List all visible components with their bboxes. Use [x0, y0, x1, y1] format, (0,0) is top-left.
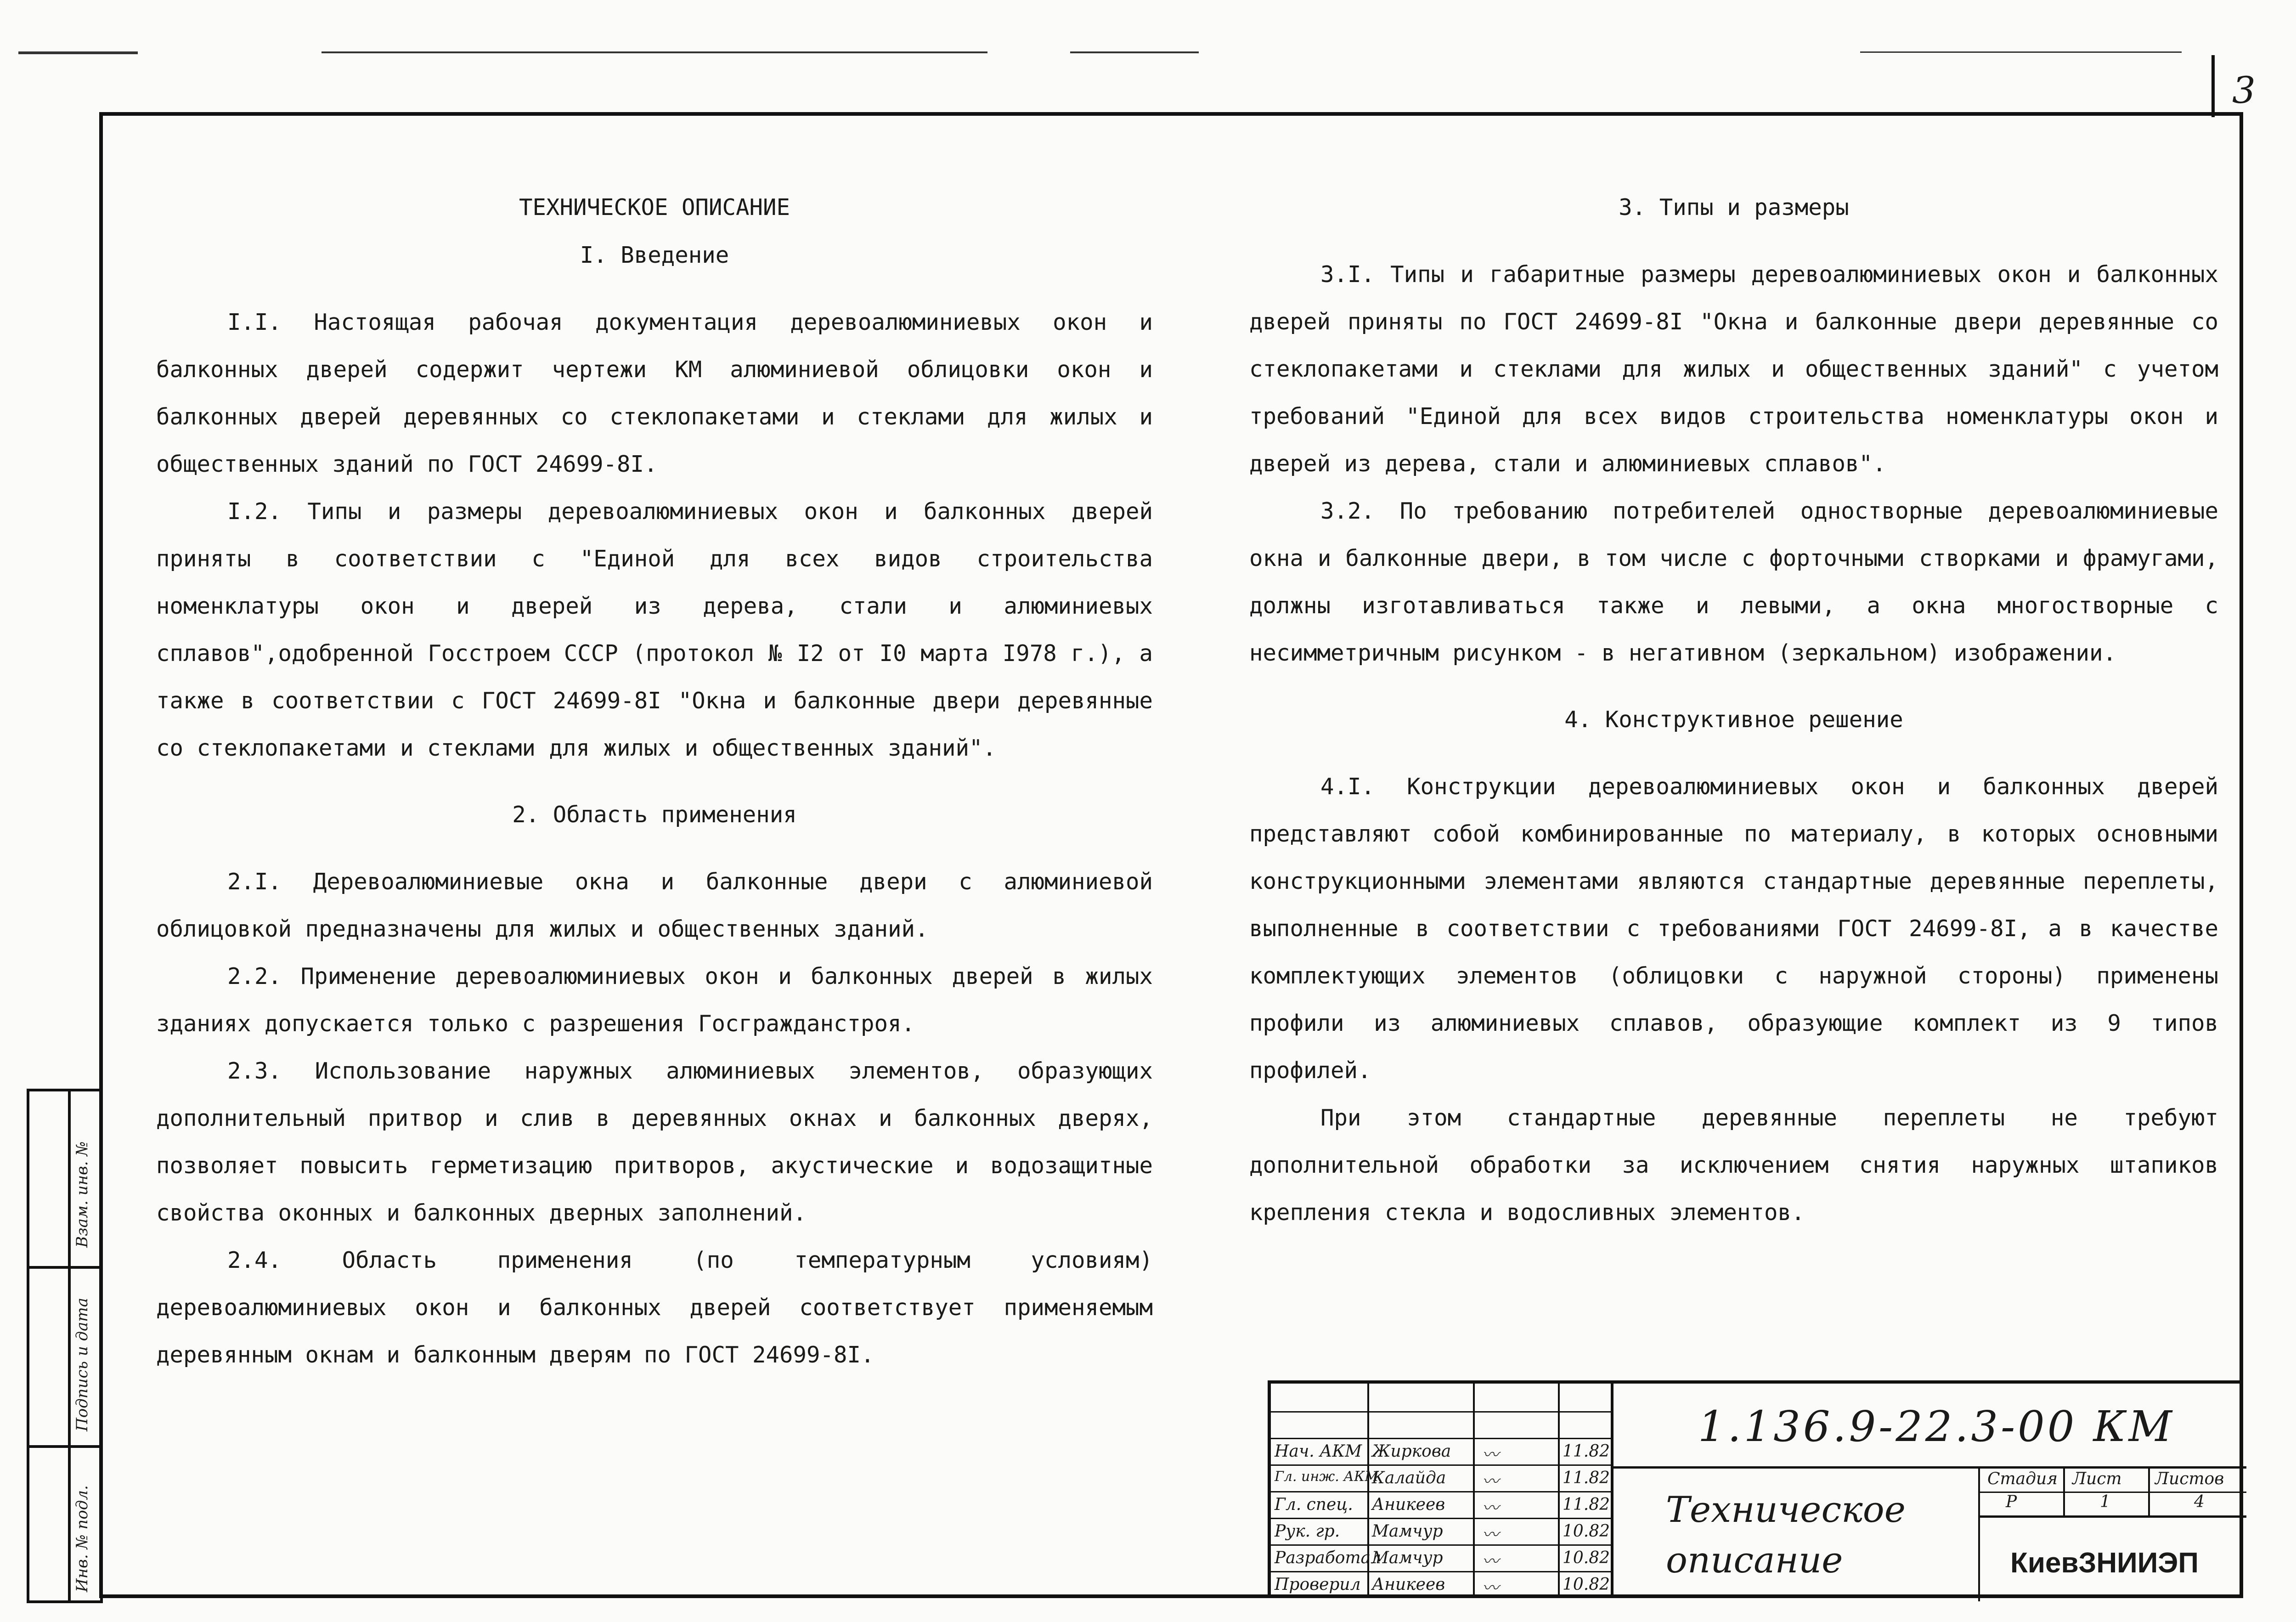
document-code: 1.136.9-22.3-00 КМ: [1698, 1402, 2175, 1451]
signature: 〰: [1482, 1526, 1499, 1544]
title-block-row: Гл. инж. АКМ Калайда 〰 11.82: [1271, 1464, 1611, 1492]
section-1-title: I. Введение: [580, 242, 729, 268]
sheet-label: Лист: [2072, 1469, 2122, 1488]
margin-stamp: [27, 1089, 103, 1603]
signature: 〰: [1482, 1499, 1499, 1518]
stamp-inv-podl: Инв. № подл.: [73, 1485, 91, 1592]
page-number-mark: [2211, 55, 2215, 117]
section-2-title: 2. Область применения: [512, 802, 797, 828]
paragraph-4-1: 4.I. Конструкции деревоалюминиевых окон и балконных дверей представляют собой комбинированные по материалу, в которых основными конструкционными элементами являются стандартные деревянные переплеты, выполненные в соответствии с требованиями ГОСТ 24699-8I, а в качестве комплектующих элементов (облицовки с наружной стороны) применены профили из алюминиевых сплавов, образующие комплект из 9 типов профилей.: [1249, 774, 2218, 1084]
sheets-label: Листов: [2155, 1469, 2224, 1488]
stage-table: [1978, 1469, 2246, 1517]
title-block-row: Разработал Мамчур 〰 10.82: [1271, 1544, 1611, 1572]
paragraph-3-2: 3.2. По требованию потребителей одностворные деревоалюминиевые окна и балконные двери, в том числе с форточными створками и фрамугами, должны изготавливаться также и левыми, а окна многостворные с несимметричным рисунком - в негативном (зеркальном) изображении.: [1249, 498, 2218, 666]
top-border-line: [1860, 51, 2182, 53]
section-3-title: 3. Типы и размеры: [1619, 194, 1849, 220]
section-4-title: 4. Конструктивное решение: [1564, 706, 1903, 733]
paragraph-3-1: 3.I. Типы и габаритные размеры деревоалюминиевых окон и балконных дверей приняты по ГОСТ 24699-8I "Окна и балконные двери деревянные со стеклопакетами и стеклами для жилых и общественных зданий" с учетом требований "Единой для всех видов строительства номенклатуры окон и дверей из дерева, стали и алюминиевых сплавов".: [1249, 261, 2218, 477]
top-border-line: [322, 51, 987, 53]
title-block: [1268, 1380, 2243, 1598]
stage-value: Р: [2006, 1492, 2017, 1511]
sheets-value: 4: [2194, 1492, 2205, 1511]
stamp-vzam-inv: Взам. инв. №: [73, 1141, 91, 1248]
paragraph-2-3: 2.3. Использование наружных алюминиевых элементов, образующих дополнительный притвор и слив в деревянных окнах и балконных дверях, позволяет повысить герметизацию притворов, акустические и водозащитные свойства оконных и балконных дверных заполнений.: [156, 1058, 1153, 1226]
sheet-value: 1: [2100, 1492, 2110, 1511]
sheet-title: Техническое описание: [1666, 1489, 1906, 1581]
signature: 〰: [1482, 1579, 1499, 1598]
title-block-row: Нач. АКМ Жиркова 〰 11.82: [1271, 1438, 1611, 1466]
title-block-row: Гл. спец. Аникеев 〰 11.82: [1271, 1491, 1611, 1519]
organization-name: КиевЗНИИЭП: [2010, 1547, 2199, 1579]
signature: 〰: [1482, 1446, 1499, 1464]
paragraph-1-2: I.2. Типы и размеры деревоалюминиевых окон и балконных дверей приняты в соответствии с "Единой для всех видов строительства номенклатуры окон и дверей из дерева, стали и алюминиевых сплавов",одобренной Госстроем СССР (протокол № I2 от I0 марта I978 г.), а также в соответствии с ГОСТ 24699-8I "Окна и балконные двери деревянные со стеклопакетами и стеклами для жилых и общественных зданий".: [156, 498, 1153, 761]
title-block-row: Рук. гр. Мамчур 〰 10.82: [1271, 1518, 1611, 1546]
top-border-line: [18, 51, 138, 54]
title-block-row: Проверил Аникеев 〰 10.82: [1271, 1571, 1611, 1599]
paragraph-2-1: 2.I. Деревоалюминиевые окна и балконные двери с алюминиевой облицовкой предназначены для жилых и общественных зданий.: [156, 869, 1153, 942]
top-border-line: [1070, 51, 1199, 53]
stamp-podpis-data: Подпись и дата: [73, 1298, 91, 1431]
left-column: [156, 184, 1153, 1379]
document-title: ТЕХНИЧЕСКОЕ ОПИСАНИЕ: [519, 194, 790, 220]
page-number: 3: [2232, 69, 2256, 112]
paragraph-4-2: При этом стандартные деревянные переплеты не требуют дополнительной обработки за исключением снятия наружных штапиков крепления стекла и водосливных элементов.: [1249, 1105, 2218, 1226]
signature: 〰: [1482, 1552, 1499, 1571]
paragraph-2-2: 2.2. Применение деревоалюминиевых окон и балконных дверей в жилых зданиях допускается только с разрешения Госгражданстроя.: [156, 963, 1153, 1037]
paragraph-1-1: I.I. Настоящая рабочая документация деревоалюминиевых окон и балконных дверей содержит чертежи КМ алюминиевой облицовки окон и балконных дверей деревянных со стеклопакетами и стеклами для жилых и общественных зданий по ГОСТ 24699-8I.: [156, 309, 1153, 477]
stage-label: Стадия: [1987, 1469, 2058, 1488]
paragraph-2-4: 2.4. Область применения (по температурным условиям) деревоалюминиевых окон и балконных дверей соответствует применяемым деревянным окнам и балконным дверям по ГОСТ 24699-8I.: [156, 1247, 1153, 1368]
right-column: [1249, 184, 2218, 1236]
signature: 〰: [1482, 1472, 1499, 1491]
